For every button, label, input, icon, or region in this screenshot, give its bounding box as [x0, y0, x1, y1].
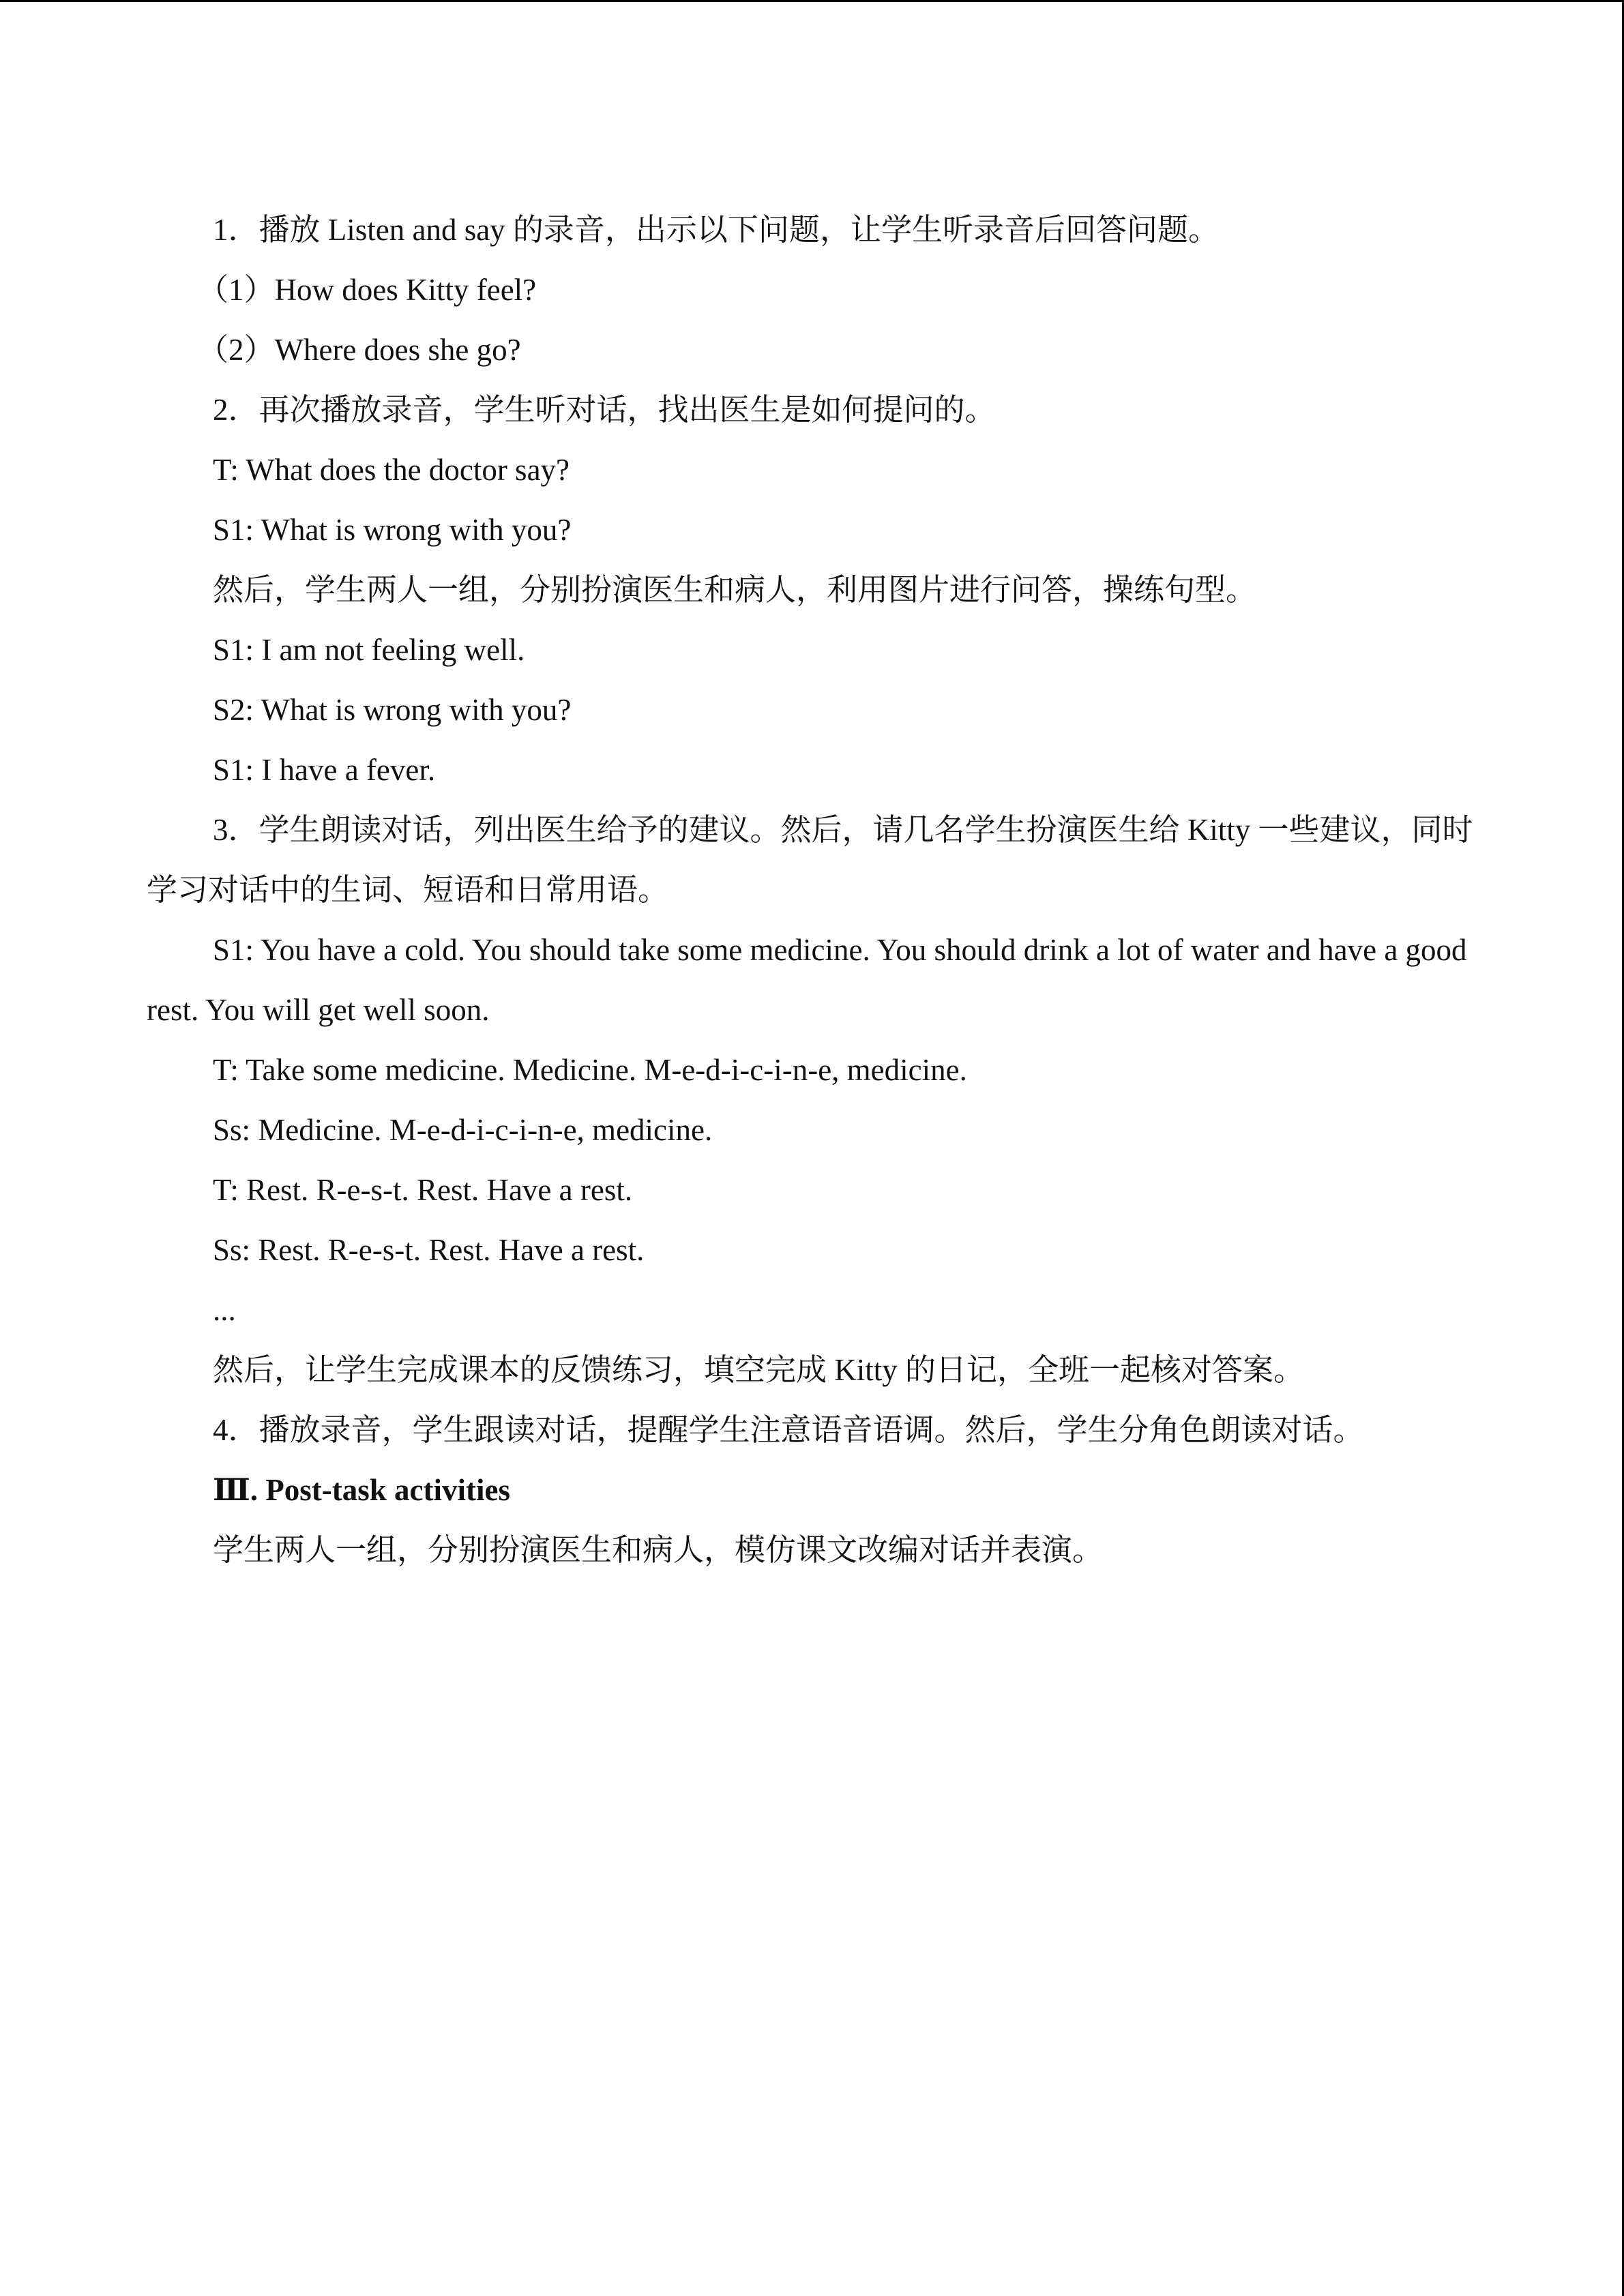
post-task-instruction: 学生两人一组，分别扮演医生和病人，模仿课文改编对话并表演。	[213, 1533, 1104, 1567]
dialogue-line: T: Rest. R-e-s-t. Rest. Have a rest.	[213, 1173, 633, 1207]
step-4-instruction: 4．播放录音，学生跟读对话，提醒学生注意语音语调。然后，学生分角色朗读对话。	[213, 1413, 1364, 1447]
dialogue-line: S1: I have a fever.	[213, 753, 436, 787]
question-1: （1）How does Kitty feel?	[198, 273, 537, 307]
step-2-instruction: 2．再次播放录音，学生听对话，找出医生是如何提问的。	[213, 393, 996, 427]
pair-work-instruction: 然后，学生两人一组，分别扮演医生和病人，利用图片进行问答，操练句型。	[213, 573, 1257, 607]
step-1-instruction: 1．播放 Listen and say 的录音，出示以下问题，让学生听录音后回答问题。	[213, 213, 1219, 247]
step-3-instruction: 3．学生朗读对话，列出医生给予的建议。然后，请几名学生扮演医生给 Kitty 一些建议，同时学习对话中的生词、短语和日常用语。	[147, 813, 1473, 907]
feedback-exercise-instruction: 然后，让学生完成课本的反馈练习，填空完成 Kitty 的日记，全班一起核对答案。	[213, 1353, 1305, 1387]
dialogue-line: S2: What is wrong with you?	[213, 693, 572, 727]
section-heading: Ⅲ. Post-task activities	[213, 1473, 510, 1507]
ellipsis: ...	[213, 1293, 236, 1327]
dialogue-line: S1: I am not feeling well.	[213, 633, 525, 667]
dialogue-line: T: Take some medicine. Medicine. M-e-d-i-c-i-n-e, medicine.	[213, 1053, 967, 1087]
doctor-advice-dialogue: S1: You have a cold. You should take some medicine. You should drink a lot of water and have a good rest. You will get well soon.	[147, 933, 1467, 1027]
dialogue-line: S1: What is wrong with you?	[213, 513, 572, 547]
dialogue-line: T: What does the doctor say?	[213, 453, 570, 487]
dialogue-line: Ss: Medicine. M-e-d-i-c-i-n-e, medicine.	[213, 1113, 713, 1147]
question-2: （2）Where does she go?	[198, 333, 521, 367]
dialogue-line: Ss: Rest. R-e-s-t. Rest. Have a rest.	[213, 1233, 645, 1267]
document-body	[147, 200, 1483, 1580]
